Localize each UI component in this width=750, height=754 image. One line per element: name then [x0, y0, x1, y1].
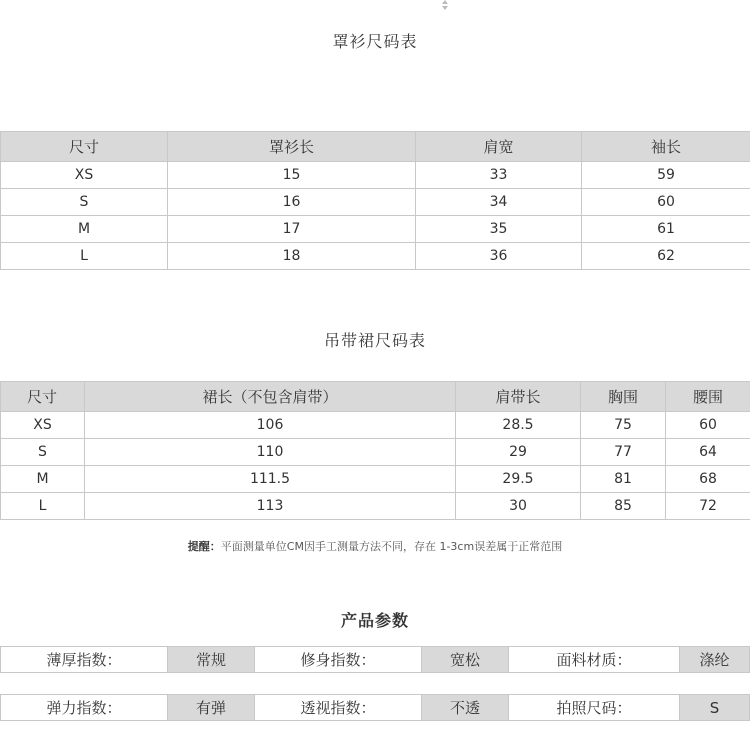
table-cell: 68: [666, 466, 750, 493]
size-cell: M: [1, 216, 168, 243]
table-cell: 60: [666, 412, 750, 439]
note-label: 提醒：: [187, 540, 221, 553]
params-row: [0, 694, 750, 721]
table-cell: 110: [85, 439, 456, 466]
table-cell: 30: [456, 493, 581, 520]
param-label: 修身指数：: [254, 647, 421, 672]
param-value: 不透: [421, 695, 508, 720]
table-cell: 72: [666, 493, 750, 520]
size-cell: L: [1, 243, 168, 270]
table-cell: 75: [581, 412, 666, 439]
params-row: [0, 646, 750, 673]
table-cell: 81: [581, 466, 666, 493]
header-strap-length: 肩带长: [456, 382, 581, 412]
header-size: 尺寸: [1, 132, 168, 162]
param-value: S: [679, 695, 749, 720]
table-row: [1, 493, 750, 520]
param-label: 面料材质：: [508, 647, 679, 672]
param-value: 宽松: [421, 647, 508, 672]
table-cell: 62: [582, 243, 750, 270]
table-row: [1, 162, 750, 189]
table-row: [1, 466, 750, 493]
table-cell: 17: [168, 216, 416, 243]
table-cell: 85: [581, 493, 666, 520]
table-cell: 34: [416, 189, 582, 216]
table-cell: 29: [456, 439, 581, 466]
size-cell: S: [1, 189, 168, 216]
table-cell: 18: [168, 243, 416, 270]
table-cell: 61: [582, 216, 750, 243]
dress-size-chart-title: 吊带裙尺码表: [323, 331, 426, 350]
table-cell: 28.5: [456, 412, 581, 439]
size-cell: L: [1, 493, 85, 520]
param-label: 拍照尺码：: [508, 695, 679, 720]
table-row: [1, 412, 750, 439]
table-cell: 113: [85, 493, 456, 520]
table-cell: 15: [168, 162, 416, 189]
dress-size-table: [0, 381, 750, 520]
param-value: 涤纶: [679, 647, 749, 672]
table-cell: 33: [416, 162, 582, 189]
measurement-note: [0, 538, 750, 554]
table-cell: 77: [581, 439, 666, 466]
blouse-size-chart-title: 罩衫尺码表: [332, 32, 418, 51]
header-bust: 胸围: [581, 382, 666, 412]
product-params-title: 产品参数: [340, 611, 409, 630]
size-cell: S: [1, 439, 85, 466]
size-cell: XS: [1, 412, 85, 439]
param-label: 透视指数：: [254, 695, 421, 720]
param-label: 薄厚指数：: [1, 647, 167, 672]
size-cell: M: [1, 466, 85, 493]
header-size: 尺寸: [1, 382, 85, 412]
table-cell: 16: [168, 189, 416, 216]
header-sleeve-length: 袖长: [582, 132, 750, 162]
table-row: [1, 439, 750, 466]
header-waist: 腰围: [666, 382, 750, 412]
header-blouse-length: 罩衫长: [168, 132, 416, 162]
table-header-row: [1, 132, 750, 162]
table-cell: 106: [85, 412, 456, 439]
size-cell: XS: [1, 162, 168, 189]
param-label: 弹力指数：: [1, 695, 167, 720]
table-cell: 60: [582, 189, 750, 216]
table-cell: 35: [416, 216, 582, 243]
table-cell: 36: [416, 243, 582, 270]
table-cell: 111.5: [85, 466, 456, 493]
table-header-row: [1, 382, 750, 412]
blouse-size-table: [0, 131, 750, 270]
param-value: 有弹: [167, 695, 254, 720]
param-value: 常规: [167, 647, 254, 672]
header-shoulder-width: 肩宽: [416, 132, 582, 162]
table-cell: 59: [582, 162, 750, 189]
table-row: [1, 189, 750, 216]
table-row: [1, 216, 750, 243]
note-text: 平面测量单位CM因手工测量方法不同，存在 1-3cm误差属于正常范围: [220, 540, 563, 553]
table-cell: 29.5: [456, 466, 581, 493]
table-row: [1, 243, 750, 270]
table-cell: 64: [666, 439, 750, 466]
header-dress-length: 裙长（不包含肩带）: [85, 382, 456, 412]
sort-arrows-icon: [440, 0, 450, 10]
